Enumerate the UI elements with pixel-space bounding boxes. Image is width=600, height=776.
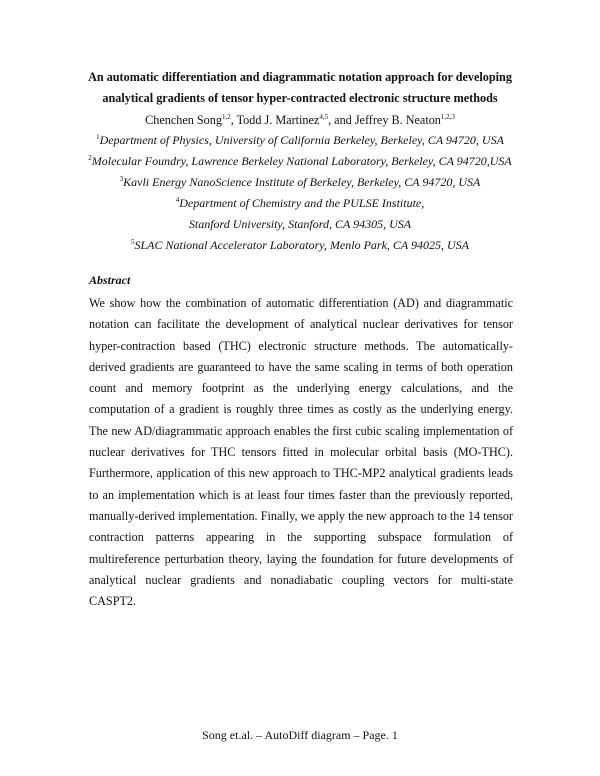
affiliation-list [40,130,560,256]
abstract-heading: Abstract [89,273,131,287]
affiliation-text: Stanford University, Stanford, CA 94305, USA [188,217,412,231]
affiliation-marker: 3 [119,175,124,183]
affiliation-line [40,172,560,193]
paper-title [70,67,530,109]
author-name: Todd J. Martinez [236,113,320,127]
page-footer: Song et.al. – AutoDiff diagram – Page. 1 [202,728,398,742]
affiliation-text: Kavli Energy NanoScience Institute of Berkeley, Berkeley, CA 94720, USA [123,175,481,189]
affiliation-text: SLAC National Accelerator Laboratory, Menlo Park, CA 94025, USA [134,238,470,252]
affiliation-marker: 4 [175,196,180,204]
author-name: Chenchen Song [145,113,222,127]
affiliation-line [40,193,560,214]
affiliation-line [40,235,560,256]
author-separator: , [230,113,237,127]
affiliation-marker: 2 [88,154,92,162]
affiliation-marker: 5 [130,238,135,246]
author-affiliation-marker: 1,2,3 [440,113,455,121]
affiliation-marker: 1 [96,133,100,141]
author-list [60,110,540,130]
affiliation-text: Molecular Foundry, Lawrence Berkeley National Laboratory, Berkeley, CA 94720,USA [91,154,512,168]
author-affiliation-marker: 1,2 [221,113,231,121]
title-line-2: analytical gradients of tensor hyper-contracted electronic structure methods [102,91,498,105]
author-affiliation-marker: 4,5 [319,113,329,121]
affiliation-line [40,151,560,172]
abstract-body: We show how the combination of automatic differentiation (AD) and diagrammatic notation can facilitate the development of analytical nuclear derivatives for tensor hyper-contraction based (THC) electronic structure methods. The automatically-derived gradients are guaranteed to have the same scaling in terms of both operation count and memory footprint as the underlying energy calculations, and the computation of a gradient is roughly three times as costly as the underlying energy. The new AD/diagrammatic approach enables the first cubic scaling implementation of nuclear derivatives for THC tensors fitted in molecular orbital basis (MO-THC). Furthermore, application of this new approach to THC-MP2 analytical gradients leads to an implementation which is at least four times faster than the previously reported, manually-derived implementation. Finally, we apply the new approach to the 14 tensor contraction patterns appearing in the supporting subspace formulation of multireference perturbation theory, laying the foundation for future developments of analytical nuclear gradients and nonadiabatic coupling vectors for multi-state CASPT2. [89,296,513,609]
affiliation-text: Department of Physics, University of California Berkeley, Berkeley, CA 94720, USA [99,133,504,147]
affiliation-line [40,214,560,235]
author-separator: , and [328,113,355,127]
title-line-1: An automatic differentiation and diagrammatic notation approach for developing [88,70,512,84]
affiliation-line [40,130,560,151]
affiliation-text: Department of Chemistry and the PULSE Institute, [179,196,425,210]
author-name: Jeffrey B. Neaton [354,113,441,127]
